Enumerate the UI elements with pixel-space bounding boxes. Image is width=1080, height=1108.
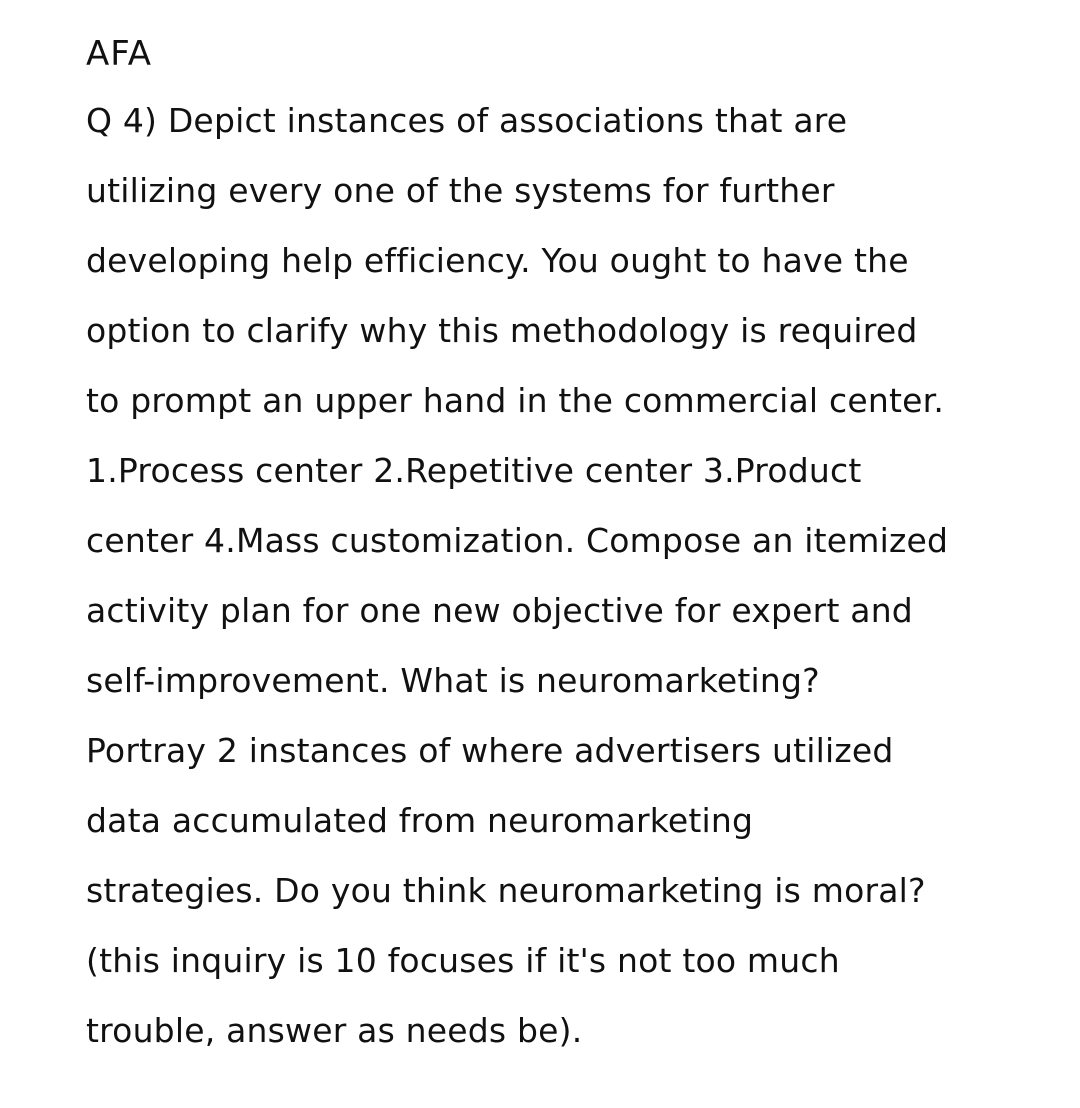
handwritten-note <box>86 22 1046 1066</box>
text-line: data accumulated from neuromarketing <box>86 801 754 840</box>
text-line: option to clarify why this methodology is required <box>86 311 918 350</box>
text-line: (this inquiry is 10 focuses if it's not too much <box>86 941 840 980</box>
text-line: center 4.Mass customization. Compose an itemized <box>86 521 949 560</box>
text-line: Portray 2 instances of where advertisers utilized <box>86 731 894 770</box>
text-line: developing help efficiency. You ought to have the <box>86 241 909 280</box>
text-line: to prompt an upper hand in the commercial center. <box>86 381 945 420</box>
text-line: utilizing every one of the systems for further <box>86 171 835 210</box>
text-line: activity plan for one new objective for expert and <box>86 591 913 630</box>
text-line: self-improvement. What is neuromarketing? <box>86 661 820 700</box>
text-line: Q 4) Depict instances of associations that are <box>86 101 848 140</box>
text-line: strategies. Do you think neuromarketing is moral? <box>86 871 926 910</box>
text-line: 1.Process center 2.Repetitive center 3.Product <box>86 451 862 490</box>
note-heading: AFA <box>86 34 152 74</box>
text-line: trouble, answer as needs be). <box>86 1011 583 1050</box>
